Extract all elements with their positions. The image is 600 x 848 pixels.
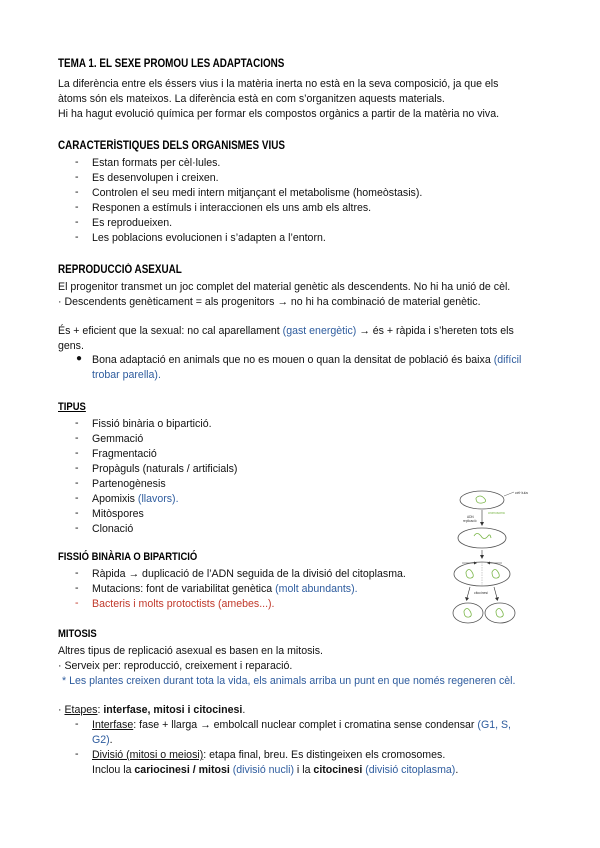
efficient-line-2: gens.	[58, 340, 84, 352]
label-cell: cèl·lula	[515, 490, 528, 495]
divisio-line: Divisió (mitosi o meiosi): etapa final, breu. Es distingeixen els cromosomes.	[92, 749, 446, 761]
title-reproduccio-asexual: REPRODUCCIÓ ASEXUAL	[58, 264, 182, 276]
fission-item-2: Mutacions: font de variabilitat genètica (molt abundants).	[92, 583, 358, 595]
intro-line-2: àtoms són els mateixos. La diferència està en com s’organitzen aquests materials.	[58, 93, 445, 105]
label-dna-replication: ADN	[467, 515, 474, 519]
list-item: Es reprodueixen.	[92, 217, 173, 229]
bullet-line-2: trobar parella).	[92, 369, 161, 381]
list-item: Es desenvolupen i creixen.	[92, 172, 219, 184]
list-item: Partenogènesis	[92, 478, 166, 490]
bullet-icon: ●	[76, 353, 83, 364]
interfase-line-2: G2).	[92, 734, 113, 746]
divisio-line-2: Inclou la cariocinesi / mitosi (divisió nucli) i la citocinesi (divisió citoplasma).	[92, 764, 459, 776]
label-cromosoma: cromosoma	[488, 511, 505, 515]
interfase-line: Interfase: fase + llarga → embolcall nuclear complet i cromatina sense condensar (G1, S,	[92, 719, 511, 731]
title-tipus: TIPUS	[58, 401, 86, 413]
list-item: Controlen el seu medi intern mitjançant el metabolisme (homeòstasis).	[92, 187, 423, 199]
fission-item-1: Ràpida → duplicació de l’ADN seguida de la divisió del citoplasma.	[92, 568, 406, 580]
mitosis-line-1: Altres tipus de replicació asexual es basen en la mitosis.	[58, 645, 323, 657]
bullet-line-1: Bona adaptació en animals que no es mouen o quan la densitat de població és baixa (difícil	[92, 354, 522, 366]
list-item: Fissió binària o bipartició.	[92, 418, 212, 430]
label-citocinesi: citocinesi	[474, 591, 488, 595]
list-item: Apomixis (llavors).	[92, 493, 179, 505]
intro-line-3: Hi ha hagut evolució química per formar els compostos orgànics a partir de la matèria no viva.	[58, 108, 500, 120]
list-item: Estan formats per cèl·lules.	[92, 157, 221, 169]
title-caracteristiques: CARACTERÍSTIQUES DELS ORGANISMES VIUS	[58, 140, 285, 152]
list-item: Gemmació	[92, 433, 144, 445]
list-item: Propàguls (naturals / artificials)	[92, 463, 238, 475]
list-item: Mitòspores	[92, 508, 144, 520]
repro-line-2: · Descendents genèticament = als progenitors → no hi ha combinació de material genètic.	[58, 296, 481, 308]
mitosis-line-2: · Serveix per: reproducció, creixement i reparació.	[58, 660, 293, 672]
efficient-line: És + eficient que la sexual: no cal aparellament (gast energètic) → és + ràpida i s’hereten tots els	[58, 325, 514, 337]
list-item: Responen a estímuls i interaccionen els uns amb els altres.	[92, 202, 372, 214]
mitosis-note: * Les plantes creixen durant tota la vida, els animals arriba un punt en que només regeneren cèl.	[62, 675, 516, 687]
repro-line-1: El progenitor transmet un joc complet del material genètic als descendents. No hi ha unió de cèl.	[58, 281, 511, 293]
binary-fission-diagram	[452, 488, 552, 638]
parent-cell	[460, 491, 504, 509]
etapes-line: · Etapes: interfase, mitosi i citocinesi.	[58, 704, 246, 716]
title-mitosis: MITOSIS	[58, 628, 97, 640]
svg-text:replicació: replicació	[463, 519, 477, 523]
list-item: Les poblacions evolucionen i s’adapten a l’entorn.	[92, 232, 326, 244]
intro-line-1: La diferència entre els éssers vius i la matèria inerta no està en la seva composició, ja que els	[58, 78, 499, 90]
title-fissio-binaria: FISSIÓ BINÀRIA O BIPARTICIÓ	[58, 551, 198, 563]
list-item: Clonació	[92, 523, 134, 535]
fission-item-3: Bacteris i molts protoctists (amebes...).	[92, 598, 275, 610]
list-item: Fragmentació	[92, 448, 157, 460]
title-tema-1: TEMA 1. EL SEXE PROMOU LES ADAPTACIONS	[58, 58, 285, 70]
